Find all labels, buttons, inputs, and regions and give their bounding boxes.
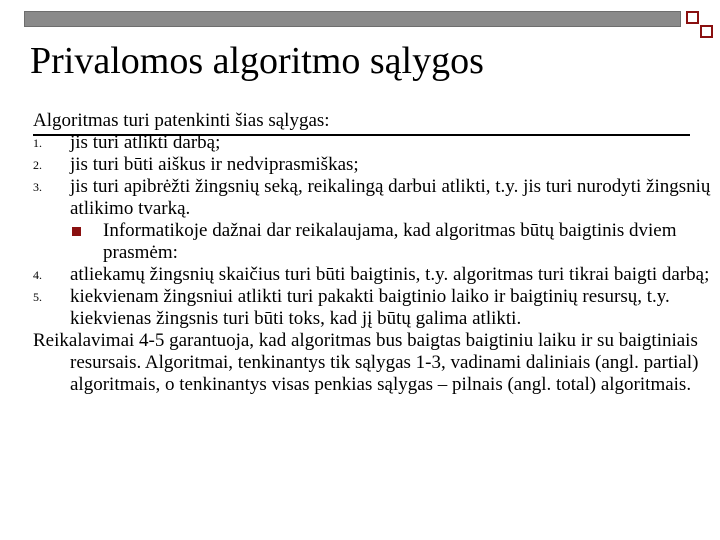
decorative-square (686, 11, 699, 24)
sub-item-text: Informatikoje dažnai dar reikalaujama, kad algoritmas būtų baigtinis dviem prasmėm: (103, 220, 677, 263)
sub-list-item (33, 220, 717, 264)
closing-paragraph: Reikalavimai 4-5 garantuoja, kad algoritmas bus baigtas baigtiniu laiku ir su baigtiniais resursais. Algoritmai, tenkinantys tik sąlygas 1-3, vadinami daliniais (angl. partial) algoritmais, o tenkinantys visas penkias sąlygas – pilnais (angl. total) algoritmais. (33, 330, 699, 395)
item-number: 3. (33, 180, 42, 194)
item-number: 4. (33, 268, 42, 282)
item-text: jis turi atlikti darbą; (70, 132, 221, 153)
item-text: jis turi būti aiškus ir nedviprasmiškas; (70, 154, 359, 175)
intro-text: Algoritmas turi patenkinti šias sąlygas: (33, 110, 330, 131)
list-item (33, 132, 717, 154)
square-bullet-icon (72, 227, 81, 236)
slide-title: Privalomos algoritmo sąlygos (30, 40, 484, 82)
list-item (33, 264, 717, 286)
list-item (33, 154, 717, 176)
list-item (33, 286, 717, 330)
item-number: 1. (33, 136, 42, 150)
item-text: atliekamų žingsnių skaičius turi būti baigtinis, t.y. algoritmas turi tikrai baigti darbą; (70, 264, 710, 285)
slide-body (33, 110, 717, 396)
title-bar-decoration (24, 11, 681, 27)
item-number: 5. (33, 290, 42, 304)
item-number: 2. (33, 158, 42, 172)
decorative-square (700, 25, 713, 38)
item-text: jis turi apibrėžti žingsnių seką, reikalingą darbui atlikti, t.y. jis turi nurodyti žingsnių atlikimo tvarką. (70, 176, 711, 219)
item-text: kiekvienam žingsniui atlikti turi pakakti baigtinio laiko ir baigtinių resursų, t.y. kiekvienas žingsnis turi būti toks, kad jį būtų galima atlikti. (70, 286, 670, 329)
list-item (33, 176, 717, 220)
